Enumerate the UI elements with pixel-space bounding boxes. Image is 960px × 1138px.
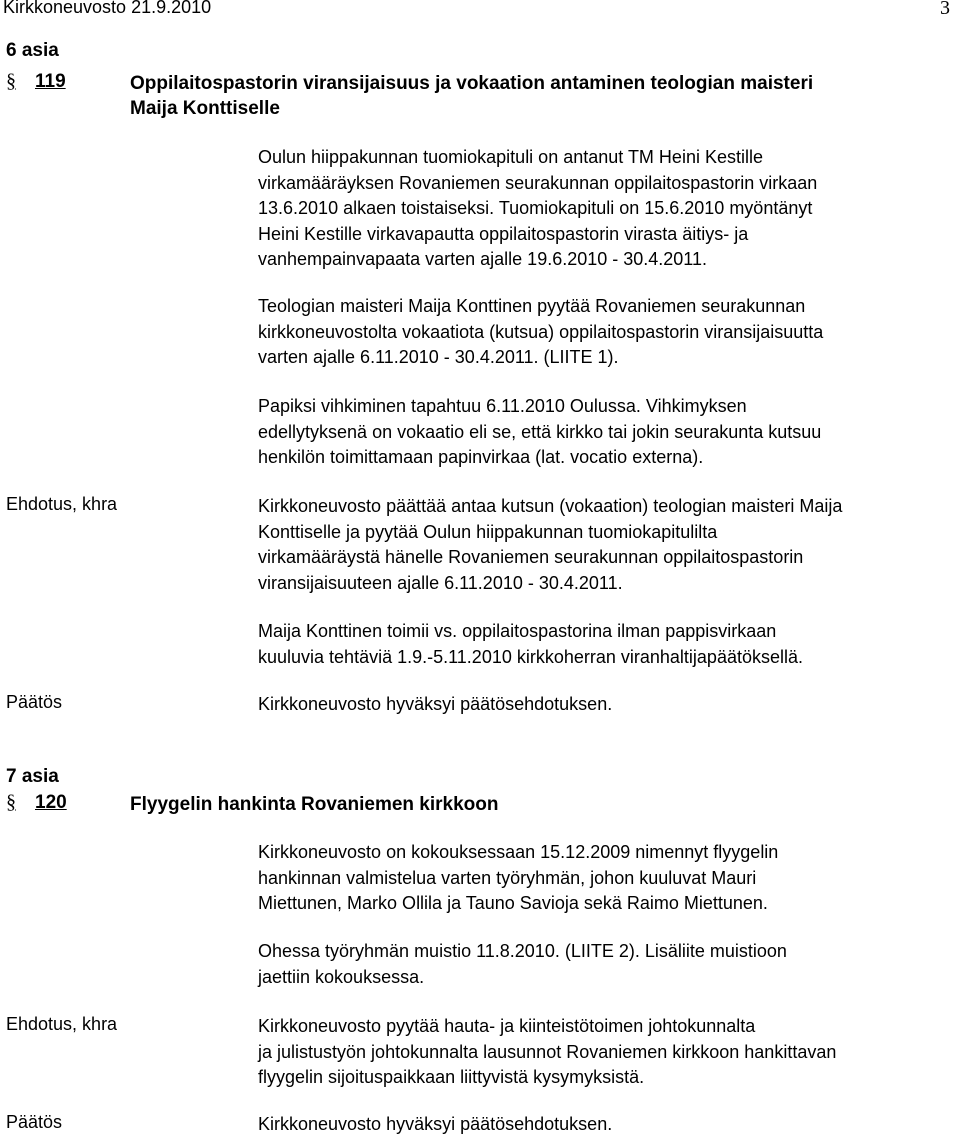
- text-line: kuuluvia tehtäviä 1.9.-5.11.2010 kirkkoherran viranhaltijapäätöksellä.: [258, 646, 803, 667]
- text-line: 13.6.2010 alkaen toistaiseksi. Tuomiokapituli on 15.6.2010 myöntänyt: [258, 198, 813, 218]
- item6-number: 119: [35, 71, 66, 92]
- item7-asia-label: 7 asia: [6, 766, 59, 787]
- text-line: henkilön toimittamaan papinvirkaa (lat. vocatio externa).: [258, 447, 704, 467]
- document-header-title: Kirkkoneuvosto 21.9.2010: [3, 0, 212, 17]
- text-line: jaettiin kokouksessa.: [258, 966, 425, 987]
- item7-title: Flyygelin hankinta Rovaniemen kirkkoon: [130, 794, 499, 815]
- text-line: kirkkoneuvostolta vokaatiota (kutsua) oppilaitospastorin viransijaisuutta: [258, 321, 824, 342]
- item6-proposal-label: Ehdotus, khra: [6, 494, 118, 514]
- text-line: Heini Kestille virkavapautta oppilaitospastorin virasta äitiys- ja: [258, 223, 749, 244]
- item6-asia-label: 6 asia: [6, 40, 59, 61]
- text-line: Miettunen, Marko Ollila ja Tauno Savioja sekä Raimo Miettunen.: [258, 893, 768, 913]
- item6-title-line: Maija Konttiselle: [130, 98, 280, 119]
- item7-proposal-text: [258, 1014, 948, 1091]
- item6-title-line: Oppilaitospastorin viransijaisuus ja vokaation antaminen teologian maisteri: [130, 73, 814, 94]
- item6-paragraph-2: [258, 294, 948, 371]
- text-line: Ohessa työryhmän muistio 11.8.2010. (LIITE 2). Lisäliite muistioon: [258, 941, 787, 961]
- text-line: Teologian maisteri Maija Konttinen pyytää Rovaniemen seurakunnan: [258, 296, 806, 316]
- item7-proposal-label: Ehdotus, khra: [6, 1014, 118, 1034]
- section-sign-icon: §: [6, 70, 16, 92]
- text-line: varten ajalle 6.11.2010 - 30.4.2011. (LIITE 1).: [258, 347, 619, 367]
- item6-paragraph-3: [258, 394, 948, 471]
- item7-decision-text: [258, 1112, 948, 1138]
- page-number: 3: [940, 0, 950, 19]
- section-sign-icon: §: [6, 791, 16, 813]
- text-line: hankinnan valmistelua varten työryhmän, johon kuuluvat Mauri: [258, 867, 757, 888]
- item6-title: [130, 71, 813, 121]
- item7-number: 120: [35, 792, 67, 813]
- text-line: Oulun hiippakunnan tuomiokapituli on antanut TM Heini Kestille: [258, 147, 763, 167]
- text-line: viransijaisuuteen ajalle 6.11.2010 - 30.4.2011.: [258, 572, 623, 593]
- text-line: Papiksi vihkiminen tapahtuu 6.11.2010 Oulussa. Vihkimyksen: [258, 396, 747, 416]
- text-line: Kirkkoneuvosto päättää antaa kutsun (vokaation) teologian maisteri Maija: [258, 496, 843, 516]
- item6-paragraph-1: [258, 145, 948, 273]
- item7-paragraph-2: [258, 939, 948, 990]
- item7-decision-label: Päätös: [6, 1112, 63, 1132]
- item6-proposal-text: [258, 494, 948, 596]
- text-line: Kirkkoneuvosto hyväksyi päätösehdotuksen.: [258, 694, 613, 714]
- text-line: Konttiselle ja pyytää Oulun hiippakunnan tuomiokapitulilta: [258, 521, 718, 542]
- text-line: Kirkkoneuvosto on kokouksessaan 15.12.2009 nimennyt flyygelin: [258, 842, 779, 862]
- text-line: flyygelin sijoituspaikkaan liittyvistä kysymyksistä.: [258, 1067, 645, 1087]
- item6-decision-label: Päätös: [6, 692, 63, 712]
- text-line: edellytyksenä on vokaatio eli se, että kirkko tai jokin seurakunta kutsuu: [258, 421, 822, 442]
- text-line: Kirkkoneuvosto pyytää hauta- ja kiinteistötoimen johtokunnalta: [258, 1016, 756, 1036]
- text-line: vanhempainvapaata varten ajalle 19.6.2010 - 30.4.2011.: [258, 249, 707, 269]
- text-line: Maija Konttinen toimii vs. oppilaitospastorina ilman pappisvirkaan: [258, 621, 777, 641]
- text-line: Kirkkoneuvosto hyväksyi päätösehdotuksen.: [258, 1114, 613, 1134]
- text-line: virkamääräyksen Rovaniemen seurakunnan oppilaitospastorin virkaan: [258, 172, 818, 193]
- text-line: virkamääräystä hänelle Rovaniemen seurakunnan oppilaitospastorin: [258, 547, 804, 567]
- text-line: ja julistustyön johtokunnalta lausunnot Rovaniemen kirkkoon hankittavan: [258, 1041, 837, 1062]
- item7-paragraph-1: [258, 840, 948, 917]
- item6-decision-text: [258, 692, 948, 718]
- item6-paragraph-4: [258, 619, 948, 670]
